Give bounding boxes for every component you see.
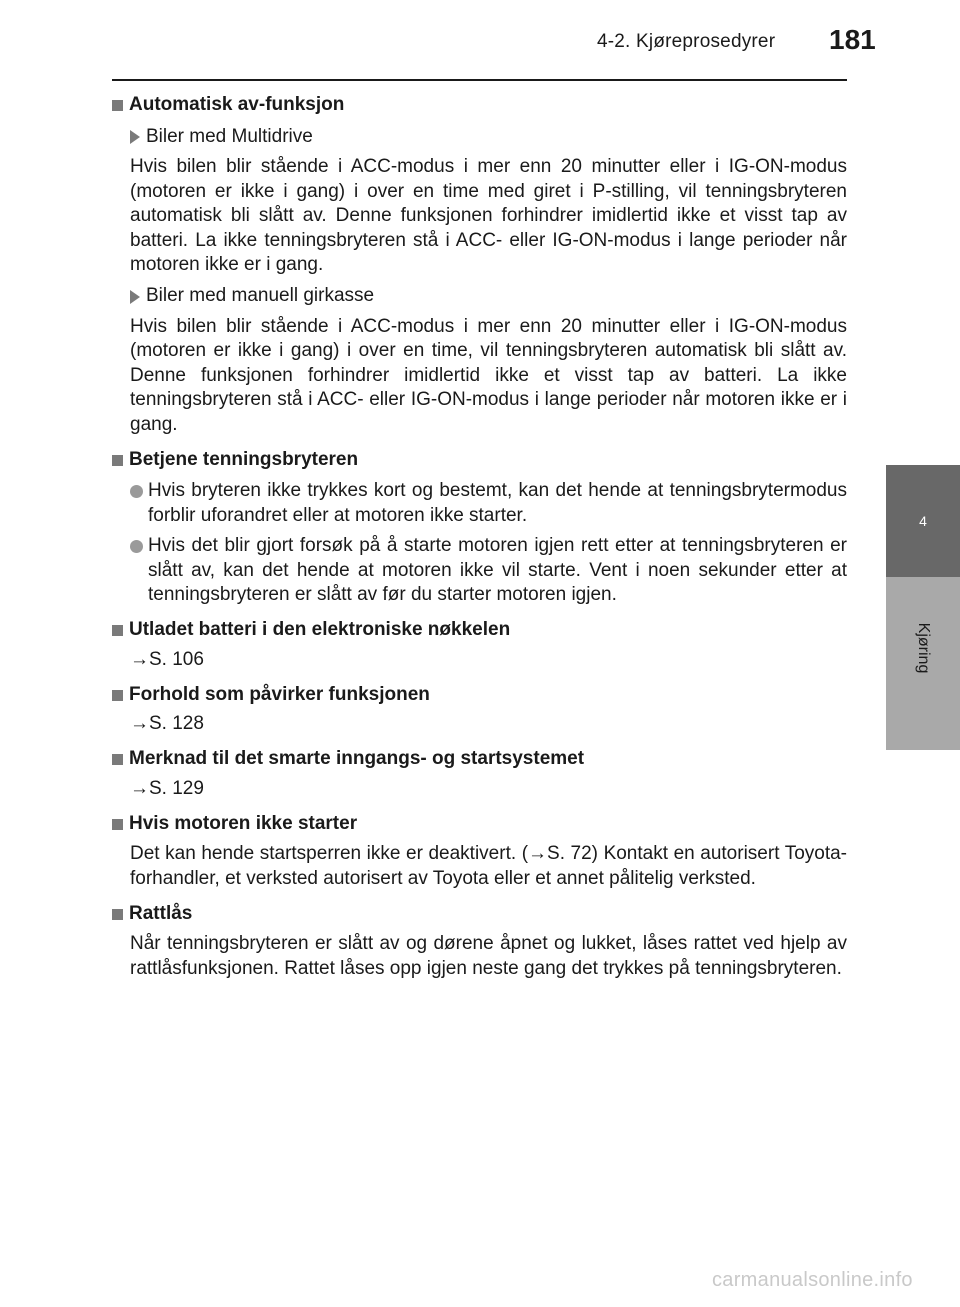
page-number: 181 <box>829 24 876 55</box>
section-automatic-off <box>112 92 847 437</box>
page-reference: →S. 129 <box>130 777 204 799</box>
section-heading <box>112 447 847 473</box>
page-content <box>112 92 847 981</box>
list-item-text: Hvis det blir gjort forsøk på å starte motoren igjen rett etter at tenningsbryteren er slått av, kan det hende at motoren ikke vil starte. Vent i noen sekunder etter at tenningsbryteren er slått av før du starter motoren igjen. <box>148 535 847 605</box>
paragraph: Når tenningsbryteren er slått av og dørene åpnet og lukket, låses rattet ved hjelp av rattlåsfunksjonen. Rattet låses opp igjen neste gang det trykkes på tenningsbryteren. <box>130 933 847 979</box>
header-divider <box>112 79 847 81</box>
section-steering-lock <box>112 901 847 981</box>
square-bullet-icon <box>112 690 123 701</box>
list-item <box>130 534 847 608</box>
chapter-title: Kjøring <box>915 622 932 674</box>
heading-text: Merknad til det smarte inngangs- og startsystemet <box>129 748 585 770</box>
circle-bullet-icon <box>130 485 143 498</box>
heading-text: Utladet batteri i den elektroniske nøkkelen <box>129 619 511 641</box>
paragraph: Det kan hende startsperren ikke er deaktivert. (→S. 72) Kontakt en autorisert Toyota-forhandler, et verksted autorisert av Toyota eller et annet pålitelig verksted. <box>130 843 847 889</box>
section-operate-switch <box>112 447 847 608</box>
chapter-title-tab <box>886 577 960 750</box>
paragraph: Hvis bilen blir stående i ACC-modus i mer enn 20 minutter eller i IG-ON-modus (motoren er ikke i gang) i over en time med giret i P-stilling, vil tenningsbryteren automatisk bli slått av. Denne funksjonen forhindrer imidlertid ikke et visst tap av batteri. La ikke tenningsbryteren stå i ACC- eller IG-ON-modus i lange perioder når motoren ikke er i gang. <box>130 156 847 275</box>
section-engine-no-start <box>112 811 847 891</box>
chapter-tab <box>886 465 960 577</box>
watermark: carmanualsonline.info <box>712 1269 913 1291</box>
section-title: 4-2. Kjøreprosedyrer <box>597 31 776 52</box>
page-reference: →S. 106 <box>130 648 204 670</box>
square-bullet-icon <box>112 909 123 920</box>
page-header <box>0 0 960 80</box>
paragraph: Hvis bilen blir stående i ACC-modus i mer enn 20 minutter eller i IG-ON-modus (motoren er ikke i gang) i over en time, vil tenningsbryteren automatisk bli slått av. Denne funksjonen forhindrer imidlertid ikke et visst tap av batteri. La ikke tenningsbryteren stå i ACC- eller IG-ON-modus i lange perioder når motoren ikke er i gang. <box>130 315 847 435</box>
section-heading <box>112 92 847 118</box>
list-item-text: Hvis bryteren ikke trykkes kort og bestemt, kan det hende at tenningsbrytermodus forblir uforandret eller at motoren ikke starter. <box>148 480 847 526</box>
chapter-number: 4 <box>919 513 927 529</box>
page-reference: →S. 128 <box>130 713 204 734</box>
section-key-battery <box>112 618 847 673</box>
section-heading <box>112 811 847 837</box>
list-item <box>130 479 847 528</box>
triangle-bullet-icon <box>130 130 140 144</box>
heading-text: Rattlås <box>129 902 193 924</box>
section-smart-entry-note <box>112 747 847 802</box>
square-bullet-icon <box>112 819 123 830</box>
circle-bullet-icon <box>130 540 143 553</box>
square-bullet-icon <box>112 455 123 466</box>
triangle-bullet-icon <box>130 290 140 304</box>
square-bullet-icon <box>112 100 123 111</box>
section-heading <box>112 682 847 708</box>
subheading <box>130 124 847 150</box>
square-bullet-icon <box>112 625 123 636</box>
subheading <box>130 284 847 310</box>
section-heading <box>112 618 847 644</box>
heading-text: Forhold som påvirker funksjonen <box>129 683 430 705</box>
heading-text: Hvis motoren ikke starter <box>129 812 358 834</box>
heading-text: Automatisk av-funksjon <box>129 93 345 115</box>
square-bullet-icon <box>112 754 123 765</box>
section-conditions <box>112 682 847 737</box>
heading-text: Betjene tenningsbryteren <box>129 448 359 470</box>
subheading-text: Biler med manuell girkasse <box>146 285 375 307</box>
subheading-text: Biler med Multidrive <box>146 125 313 147</box>
section-heading <box>112 747 847 773</box>
section-heading <box>112 901 847 927</box>
